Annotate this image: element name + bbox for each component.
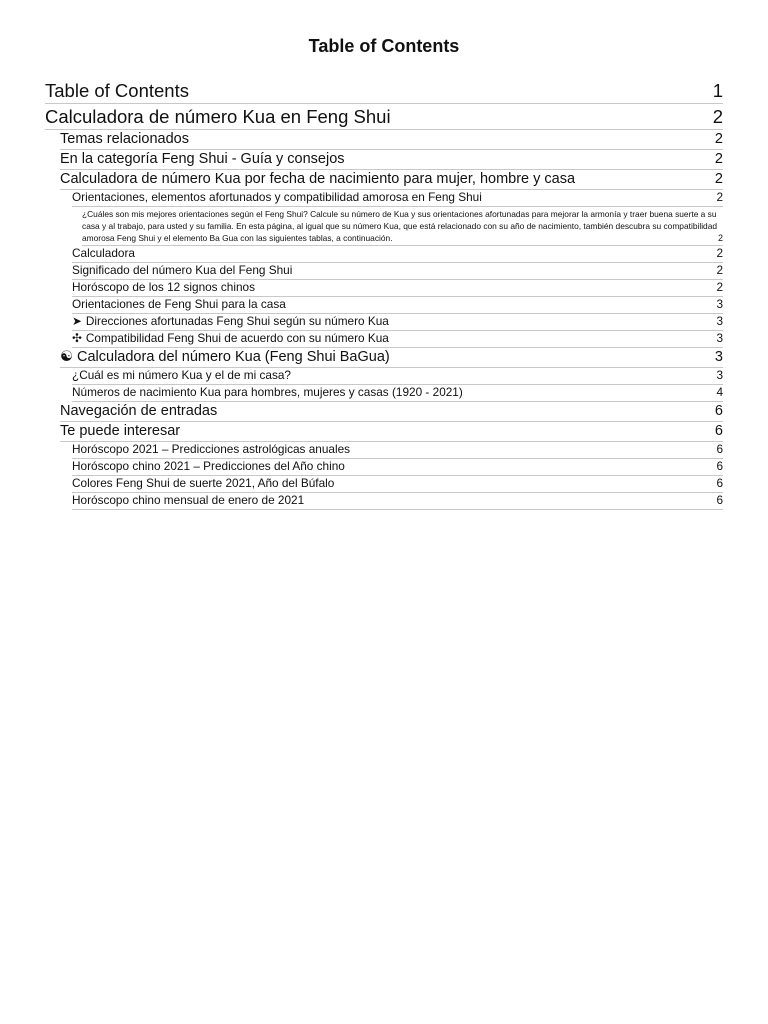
toc-entry-label: Orientaciones, elementos afortunados y compatibilidad amorosa en Feng Shui xyxy=(72,190,482,204)
toc-entry[interactable] xyxy=(60,130,723,150)
toc-page-number: 2 xyxy=(716,280,723,294)
toc-page-number: 2 xyxy=(714,171,723,187)
toc-page-number: 4 xyxy=(716,385,723,399)
toc-page-number: 3 xyxy=(716,314,723,328)
toc-entry-label: Direcciones afortunadas Feng Shui según su número Kua xyxy=(85,314,389,328)
yin-yang-icon: ☯ xyxy=(60,349,73,365)
toc-entry-label: Horóscopo de los 12 signos chinos xyxy=(72,280,255,294)
toc-entry-label: Significado del número Kua del Feng Shui xyxy=(72,263,293,277)
toc-entry-label: Calculadora de número Kua en Feng Shui xyxy=(45,106,391,127)
toc-entry-label: Colores Feng Shui de suerte 2021, Año del Búfalo xyxy=(72,476,335,490)
toc-entry-label-wrap xyxy=(72,331,389,346)
toc-entry[interactable] xyxy=(72,385,723,402)
toc-page-number: 2 xyxy=(714,131,723,147)
toc-page-number: 2 xyxy=(717,233,723,243)
toc-entry-label: Calculadora del número Kua (Feng Shui BaGua) xyxy=(77,349,390,365)
toc-entry-label: ¿Cuáles son mis mejores orientaciones según el Feng Shui? Calcule su número de Kua y sus orientaciones afortunadas para mejorar la armonía y traer buena suerte a su casa y al trabajo, para usted y su familia. En esta página, al igual que su número Kua, que está relacionado con su año de nacimiento, también descubra su compatibilidad amorosa Feng Shui y el elemento Ba Gua con las siguientes tablas, a continuación. xyxy=(82,209,718,243)
toc-entry-label: Calculadora de número Kua por fecha de nacimiento para mujer, hombre y casa xyxy=(60,171,576,187)
toc-entry-label: Horóscopo chino mensual de enero de 2021 xyxy=(72,493,305,507)
toc-page-number: 6 xyxy=(716,459,723,473)
toc-entry-label: Calculadora xyxy=(72,246,135,260)
toc-entry[interactable] xyxy=(72,331,723,348)
toc-entry-label-wrap xyxy=(60,348,390,366)
toc-entry[interactable] xyxy=(72,314,723,331)
toc-page-number: 6 xyxy=(714,423,723,439)
toc-entry-description[interactable] xyxy=(82,207,723,246)
toc-entry-label: Horóscopo chino 2021 – Predicciones del Año chino xyxy=(72,459,345,473)
toc-entry[interactable] xyxy=(45,104,723,130)
toc-entry-label: Temas relacionados xyxy=(60,131,189,147)
toc-entry-label: Compatibilidad Feng Shui de acuerdo con su número Kua xyxy=(85,331,389,345)
toc-entry[interactable] xyxy=(45,78,723,104)
toc-entry[interactable] xyxy=(60,422,723,442)
toc-entry[interactable] xyxy=(72,368,723,385)
toc-page-number: 6 xyxy=(716,493,723,507)
toc-entry-label: Números de nacimiento Kua para hombres, mujeres y casas (1920 - 2021) xyxy=(72,385,463,399)
toc-entry[interactable] xyxy=(60,150,723,170)
toc-page-number: 2 xyxy=(716,190,723,204)
toc-page-number: 2 xyxy=(712,106,723,127)
toc-page-number: 3 xyxy=(716,297,723,311)
toc-entry[interactable] xyxy=(72,442,723,459)
toc-entry[interactable] xyxy=(72,280,723,297)
toc-page-number: 2 xyxy=(716,246,723,260)
toc-entry[interactable] xyxy=(60,348,723,368)
toc-page-number: 2 xyxy=(716,263,723,277)
arrow-icon: ➤ xyxy=(72,314,82,328)
toc-entry-label: ¿Cuál es mi número Kua y el de mi casa? xyxy=(72,368,291,382)
toc-entry[interactable] xyxy=(72,263,723,280)
toc-entry-label-wrap xyxy=(72,314,389,329)
toc-page-number: 6 xyxy=(714,403,723,419)
table-of-contents xyxy=(0,78,768,510)
toc-entry-label: En la categoría Feng Shui - Guía y consejos xyxy=(60,151,345,167)
toc-entry-label: Table of Contents xyxy=(45,80,189,101)
toc-page-number: 6 xyxy=(716,442,723,456)
toc-page-number: 3 xyxy=(716,331,723,345)
toc-entry[interactable] xyxy=(72,190,723,207)
toc-entry[interactable] xyxy=(72,476,723,493)
toc-entry[interactable] xyxy=(60,402,723,422)
toc-entry[interactable] xyxy=(72,493,723,510)
toc-page-number: 2 xyxy=(714,151,723,167)
toc-entry[interactable] xyxy=(72,459,723,476)
page-title: Table of Contents xyxy=(308,36,460,56)
toc-page-number: 3 xyxy=(716,368,723,382)
toc-page-number: 6 xyxy=(716,476,723,490)
toc-entry[interactable] xyxy=(60,170,723,190)
toc-entry-label: Orientaciones de Feng Shui para la casa xyxy=(72,297,286,311)
toc-entry-label: Te puede interesar xyxy=(60,423,181,439)
toc-page-number: 1 xyxy=(712,80,723,101)
toc-entry-label: Navegación de entradas xyxy=(60,403,218,419)
toc-page-number: 3 xyxy=(714,349,723,365)
compass-icon: ✣ xyxy=(72,331,82,345)
toc-entry-label: Horóscopo 2021 – Predicciones astrológicas anuales xyxy=(72,442,351,456)
toc-entry[interactable] xyxy=(72,297,723,314)
toc-entry[interactable] xyxy=(72,246,723,263)
